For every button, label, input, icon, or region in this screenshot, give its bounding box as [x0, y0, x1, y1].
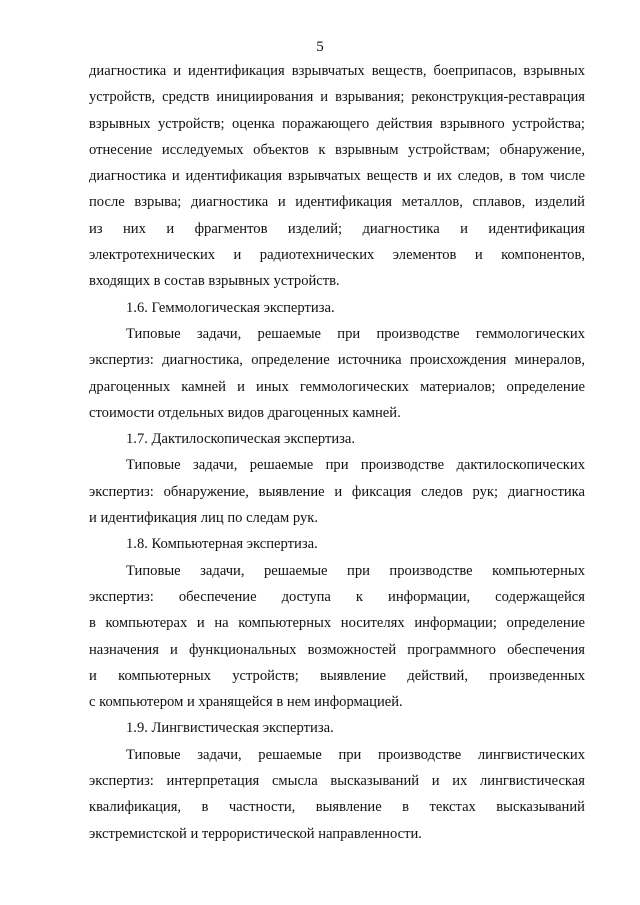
- text-line: после взрыва; диагностика и идентификация металлов, сплавов, изделий: [89, 194, 585, 211]
- text-line: диагностика и идентификация взрывчатых веществ, боеприпасов, взрывных: [89, 63, 585, 79]
- section-heading: [89, 531, 585, 557]
- text-line: драгоценных камней и иных геммологических материалов; определение: [89, 378, 585, 395]
- text-line: экспертиз: интерпретация смысла высказываний и их лингвистическая: [89, 773, 585, 790]
- document-body: [89, 58, 585, 847]
- paragraph: [89, 558, 585, 716]
- text-line: 1.8. Компьютерная экспертиза.: [126, 536, 318, 553]
- section-heading: [89, 715, 585, 741]
- text-line: экспертиз: обнаружение, выявление и фиксация следов рук; диагностика: [89, 483, 585, 500]
- paragraph: [89, 58, 585, 295]
- section-heading: [89, 426, 585, 452]
- text-line: 1.6. Геммологическая экспертиза.: [126, 299, 335, 316]
- text-line: взрывных устройств; оценка поражающего действия взрывного устройства;: [89, 115, 585, 132]
- text-line: из них и фрагментов изделий; диагностика и идентификация: [89, 220, 585, 237]
- text-line: и компьютерных устройств; выявление действий, произведенных: [89, 667, 585, 684]
- text-line: Типовые задачи, решаемые при производстве лингвистических: [126, 746, 585, 763]
- text-line: входящих в состав взрывных устройств.: [89, 273, 340, 290]
- text-line: отнесение исследуемых объектов к взрывным устройствам; обнаружение,: [89, 141, 585, 158]
- paragraph: [89, 452, 585, 531]
- text-line: электротехнических и радиотехнических элементов и компонентов,: [89, 247, 585, 264]
- text-line: и идентификация лиц по следам рук.: [89, 510, 319, 527]
- section-heading: [89, 295, 585, 321]
- text-line: 1.7. Дактилоскопическая экспертиза.: [126, 431, 356, 448]
- page-number: 5: [316, 39, 324, 55]
- text-line: Типовые задачи, решаемые при производстве геммологических: [126, 325, 585, 342]
- text-line: стоимости отдельных видов драгоценных камней.: [89, 404, 401, 421]
- text-line: Типовые задачи, решаемые при производстве дактилоскопических: [126, 457, 585, 474]
- text-line: квалификация, в частности, выявление в текстах высказываний: [89, 799, 585, 816]
- text-line: экспертиз: обеспечение доступа к информации, содержащейся: [89, 588, 585, 605]
- text-line: с компьютером и хранящейся в нем информацией.: [89, 694, 403, 711]
- text-line: Типовые задачи, решаемые при производстве компьютерных: [126, 562, 585, 579]
- text-line: 1.9. Лингвистическая экспертиза.: [126, 720, 334, 737]
- text-line: экспертиз: диагностика, определение источника происхождения минералов,: [89, 352, 585, 369]
- text-line: назначения и функциональных возможностей программного обеспечения: [89, 641, 585, 658]
- text-line: диагностика и идентификация взрывчатых веществ и их следов, в том числе: [89, 168, 585, 185]
- text-line: экстремистской и террористической направленности.: [89, 825, 422, 842]
- text-line: устройств, средств инициирования и взрывания; реконструкция-реставрация: [89, 89, 585, 106]
- paragraph: [89, 321, 585, 426]
- paragraph: [89, 742, 585, 847]
- text-line: в компьютерах и на компьютерных носителях информации; определение: [89, 615, 585, 632]
